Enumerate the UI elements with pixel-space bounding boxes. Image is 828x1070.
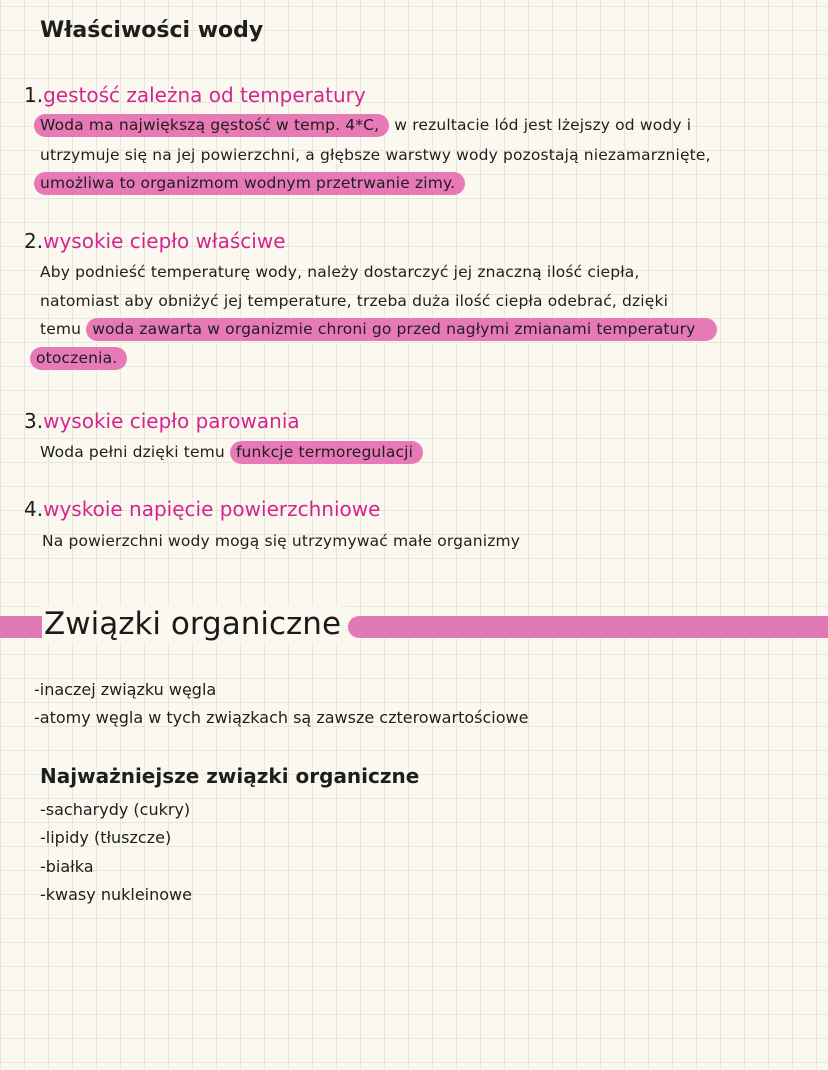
item-2-heading [24,229,286,253]
item-3-title: wysokie ciepło parowania [43,409,300,433]
item-1-line-2: utrzymuje się na jej powierzchni, a głębsze warstwy wody pozostają niezamarznięte, [40,146,711,164]
item-1-title: gestość zależna od temperatury [43,83,366,107]
item-1-line-3 [34,174,465,192]
text-segment: Woda pełni dzięki temu [40,443,230,461]
section-band-left [0,616,44,638]
item-4-heading [24,497,380,521]
item-4-number: 4. [24,497,44,521]
compound-item: -sacharydy (cukry) [40,800,191,819]
compound-item: -kwasy nukleinowe [40,885,192,904]
highlight: otoczenia. [30,347,127,370]
item-2-line-2: natomiast aby obniżyć jej temperature, trzeba duża ilość ciepła odebrać, dzięki [40,292,669,310]
section-band-right [348,616,828,638]
item-2-line-3 [40,320,717,338]
highlight: umożliwa to organizmom wodnym przetrwanie zimy. [34,172,465,195]
text-segment: w rezultacie lód jest lżejszy od wody i [389,116,692,134]
compound-item: -białka [40,857,94,876]
highlight: Woda ma największą gęstość w temp. 4*C, [34,114,389,137]
item-2-title: wysokie ciepło właściwe [43,229,286,253]
item-2-line-1: Aby podnieść temperaturę wody, należy dostarczyć jej znaczną ilość ciepła, [40,263,640,281]
section-note-2: -atomy węgla w tych związkach są zawsze czterowartościowe [34,708,529,727]
text-segment: temu [40,320,87,338]
item-1-line-1 [34,116,691,134]
item-1-heading [24,83,366,107]
section-title: Związki organiczne [42,606,345,642]
item-3-heading [24,409,300,433]
item-3-number: 3. [24,409,44,433]
compound-item: -lipidy (tłuszcze) [40,828,172,847]
item-2-line-4 [30,349,127,367]
page-title: Właściwości wody [40,18,264,43]
item-4-line-1: Na powierzchni wody mogą się utrzymywać małe organizmy [42,532,521,550]
item-3-line-1 [40,443,423,461]
highlight: funkcje termoregulacji [230,441,423,464]
item-1-number: 1. [24,83,44,107]
subheading: Najważniejsze związki organiczne [40,764,420,788]
item-2-number: 2. [24,229,44,253]
item-4-title: wyskoie napięcie powierzchniowe [43,497,381,521]
highlight: woda zawarta w organizmie chroni go przed nagłymi zmianami temperatury [86,318,717,341]
section-note-1: -inaczej związku węgla [34,680,217,699]
